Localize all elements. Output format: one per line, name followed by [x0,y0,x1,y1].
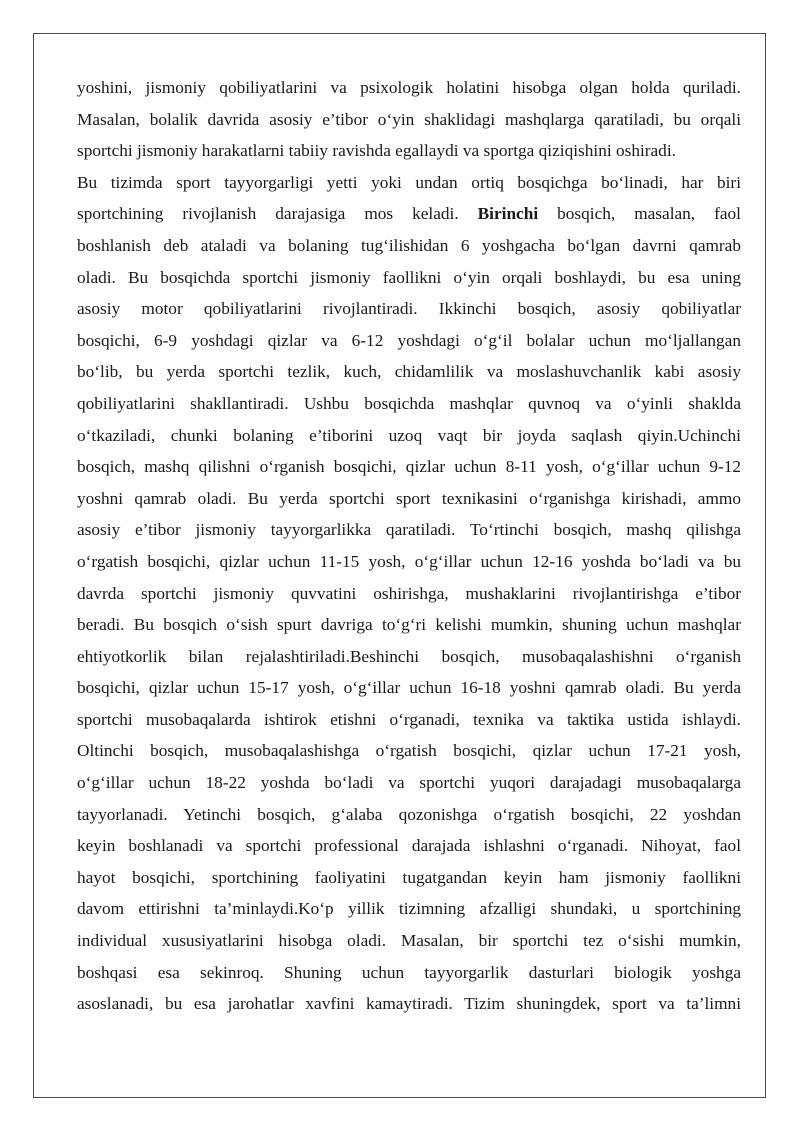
text-line [77,198,741,230]
text-line: asosiy e’tibor jismoniy tayyorgarlikka qaratiladi. To‘rtinchi bosqich, mashq qilishga [77,520,741,540]
text-line: bo‘lib, bu yerda sportchi tezlik, kuch, chidamlilik va moslashuvchanlik kabi asosiy [77,362,741,382]
text-segment: bosqich, masalan, faol [538,204,741,224]
text-line: sportchi musobaqalarda ishtirok etishni o‘rganadi, texnika va taktika ustida ishlaydi. [77,709,741,729]
text-line: hayot bosqichi, sportchining faoliyatini tugatgandan keyin ham jismoniy faollikni [77,867,741,887]
text-line: bosqich, mashq qilishni o‘rganish bosqichi, qizlar uchun 8-11 yosh, o‘g‘illar uchun 9-12 [77,457,741,477]
text-line: o‘rgatish bosqichi, qizlar uchun 11-15 yosh, o‘g‘illar uchun 12-16 yoshda bo‘ladi va bu [77,551,741,571]
bold-term: Birinchi [477,204,539,224]
text-line: davrda sportchi jismoniy quvvatini oshirishga, mushaklarini rivojlantirishga e’tibor [77,583,741,603]
text-line: oladi. Bu bosqichda sportchi jismoniy faollikni o‘yin orqali boshlaydi, bu esa uning [77,267,741,287]
text-line: o‘tkaziladi, chunki bolaning e’tiborini uzoq vaqt bir joyda saqlash qiyin.Uchinchi [77,425,741,445]
text-segment: sportchining rivojlanish darajasiga mos keladi. [77,204,478,224]
text-line: Oltinchi bosqich, musobaqalashishga o‘rgatish bosqichi, qizlar uchun 17-21 yosh, [77,741,741,761]
text-line: Bu tizimda sport tayyorgarligi yetti yoki undan ortiq bosqichga bo‘linadi, har biri [77,172,741,192]
text-line: o‘g‘illar uchun 18-22 yoshda bo‘ladi va sportchi yuqori darajadagi musobaqalarga [77,773,741,793]
text-line: individual xususiyatlarini hisobga oladi. Masalan, bir sportchi tez o‘sishi mumkin, [77,931,741,951]
text-line: ehtiyotkorlik bilan rejalashtiriladi.Beshinchi bosqich, musobaqalashishni o‘rganish [77,646,741,666]
text-line: yoshini, jismoniy qobiliyatlarini va psixologik holatini hisobga olgan holda quriladi. [77,78,741,97]
text-line: bosqichi, qizlar uchun 15-17 yosh, o‘g‘illar uchun 16-18 yoshni qamrab oladi. Bu yerda [77,678,741,698]
text-line: bosqichi, 6-9 yoshdagi qizlar va 6-12 yoshdagi o‘g‘il bolalar uchun mo‘ljallangan [77,330,741,350]
text-line: Masalan, bolalik davrida asosiy e’tibor o‘yin shaklidagi mashqlarga qaratiladi, bu orqali [77,109,741,129]
text-line: asosiy motor qobiliyatlarini rivojlantiradi. Ikkinchi bosqich, asosiy qobiliyatlar [77,299,741,319]
text-line: boshlanish deb ataladi va bolaning tug‘ilishidan 6 yoshgacha bo‘lgan davrni qamrab [77,235,741,255]
text-line: qobiliyatlarini shakllantiradi. Ushbu bosqichda mashqlar quvnoq va o‘yinli shaklda [77,393,741,413]
text-line: beradi. Bu bosqich o‘sish spurt davriga to‘g‘ri kelishi mumkin, shuning uchun mashqlar [77,615,741,635]
text-line: asoslanadi, bu esa jarohatlar xavfini kamaytiradi. Tizim shuningdek, sport va ta’limni [77,994,741,1014]
text-line: boshqasi esa sekinroq. Shuning uchun tayyorgarlik dasturlari biologik yoshga [77,962,741,982]
text-line: yoshni qamrab oladi. Bu yerda sportchi sport texnikasini o‘rganishga kirishadi, ammo [77,488,741,508]
body-text [77,72,741,1020]
text-line: tayyorlanadi. Yetinchi bosqich, g‘alaba qozonishga o‘rgatish bosqichi, 22 yoshdan [77,804,741,824]
text-line: keyin boshlanadi va sportchi professional darajada ishlashni o‘rganadi. Nihoyat, faol [77,836,741,856]
text-line: sportchi jismoniy harakatlarni tabiiy ravishda egallaydi va sportga qiziqishini oshiradi. [77,141,676,161]
text-line: davom ettirishni ta’minlaydi.Ko‘p yillik tizimning afzalligi shundaki, u sportchining [77,899,741,919]
